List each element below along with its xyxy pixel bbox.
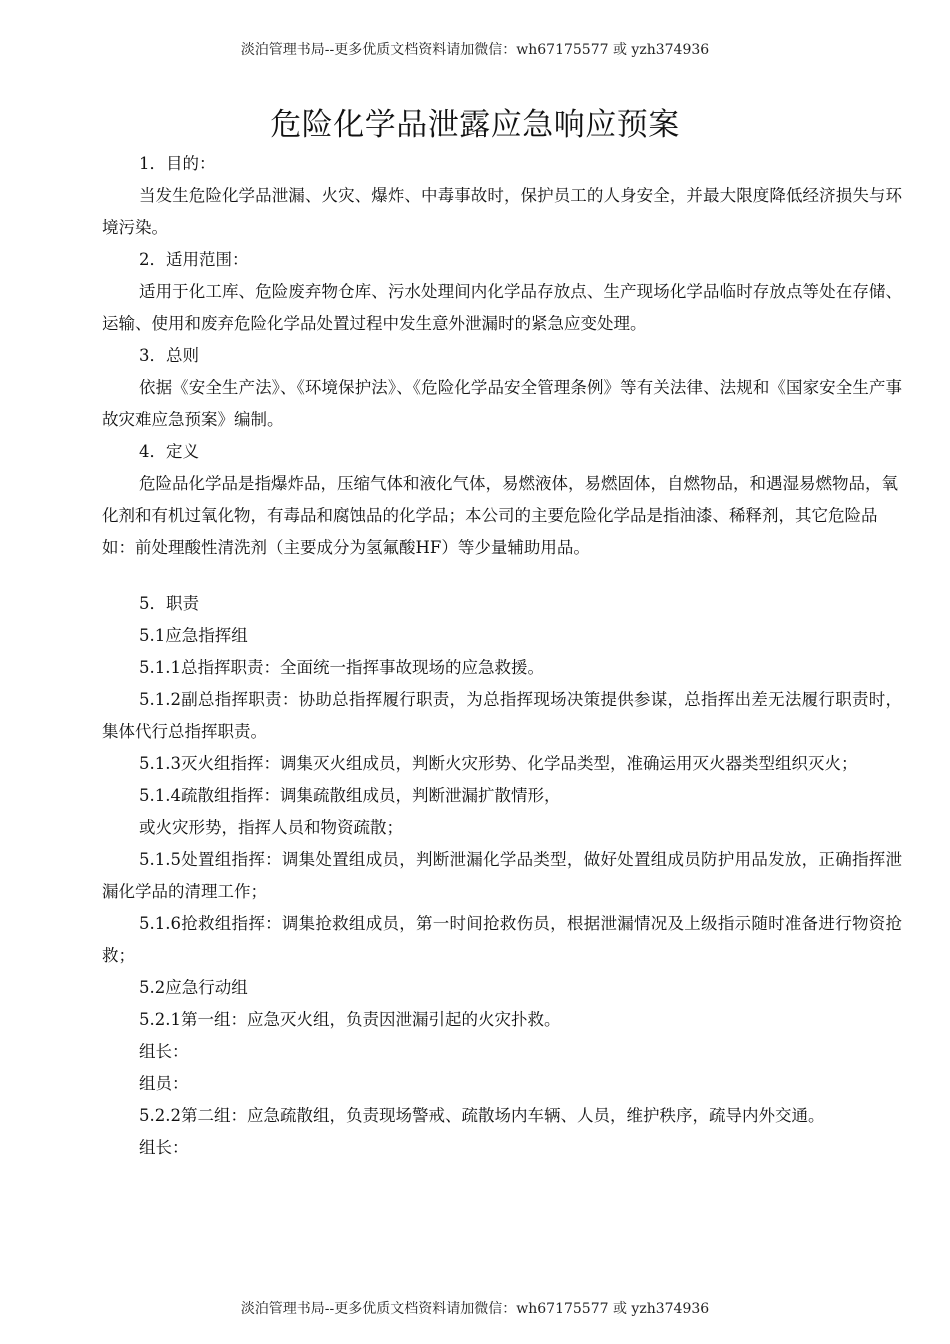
paragraph-5-1-2: 5.1.2副总指挥职责：协助总指挥履行职责，为总指挥现场决策提供参谋，总指挥出差无法履行职责时，集体代行总指挥职责。 xyxy=(102,690,902,741)
document-title: 危险化学品泄露应急响应预案 xyxy=(270,107,680,143)
page-footer: 淡泊管理书局--更多优质文档资料请加微信：wh67175577 或 yzh374936 xyxy=(240,1301,710,1317)
subsection-action-group: 5.2应急行动组 xyxy=(139,978,248,997)
section-heading-duties: 5．职责 xyxy=(139,594,199,613)
group-leader-label-2: 组长： xyxy=(139,1138,189,1157)
group-member-label: 组员： xyxy=(139,1074,189,1093)
paragraph-5-1-1: 5.1.1总指挥职责：全面统一指挥事故现场的应急救援。 xyxy=(139,658,544,677)
paragraph-5-1-5: 5.1.5处置组指挥：调集处置组成员，判断泄漏化学品类型，做好处置组成员防护用品发放，正确指挥泄漏化学品的清理工作； xyxy=(102,850,902,901)
paragraph-definition: 危险品化学品是指爆炸品，压缩气体和液化气体，易燃液体，易燃固体，自燃物品，和遇湿易燃物品，氧化剂和有机过氧化物，有毒品和腐蚀品的化学品；本公司的主要危险化学品是指油漆、稀释剂，其它危险品如：前处理酸性清洗剂（主要成分为氢氟酸HF）等少量辅助用品。 xyxy=(102,474,898,557)
paragraph-scope: 适用于化工库、危险废弃物仓库、污水处理间内化学品存放点、生产现场化学品临时存放点等处在存储、运输、使用和废弃危险化学品处置过程中发生意外泄漏时的紧急应变处理。 xyxy=(102,282,902,333)
section-heading-definition: 4．定义 xyxy=(139,442,199,461)
section-heading-purpose: 1．目的： xyxy=(139,154,216,173)
document-body xyxy=(102,148,902,1164)
subsection-command-group: 5.1应急指挥组 xyxy=(139,626,248,645)
group-leader-label: 组长： xyxy=(139,1042,189,1061)
paragraph-5-2-1: 5.2.1第一组：应急灭火组，负责因泄漏引起的火灾扑救。 xyxy=(139,1010,561,1029)
paragraph-general: 依据《安全生产法》、《环境保护法》、《危险化学品安全管理条例》等有关法律、法规和《国家安全生产事故灾难应急预案》编制。 xyxy=(102,378,902,429)
paragraph-5-1-4-cont: 或火灾形势，指挥人员和物资疏散； xyxy=(139,818,403,837)
blank-line xyxy=(102,564,902,588)
paragraph-purpose: 当发生危险化学品泄漏、火灾、爆炸、中毒事故时，保护员工的人身安全，并最大限度降低经济损失与环境污染。 xyxy=(102,186,902,237)
paragraph-5-1-4: 5.1.4疏散组指挥：调集疏散组成员，判断泄漏扩散情形， xyxy=(139,786,561,805)
section-heading-scope: 2．适用范围： xyxy=(139,250,249,269)
section-heading-general: 3．总则 xyxy=(139,346,199,365)
paragraph-5-2-2: 5.2.2第二组：应急疏散组，负责现场警戒、疏散场内车辆、人员，维护秩序，疏导内外交通。 xyxy=(139,1106,825,1125)
paragraph-5-1-6: 5.1.6抢救组指挥：调集抢救组成员，第一时间抢救伤员，根据泄漏情况及上级指示随时准备进行物资抢救； xyxy=(102,914,902,965)
page-header: 淡泊管理书局--更多优质文档资料请加微信：wh67175577 或 yzh374936 xyxy=(240,42,710,58)
paragraph-5-1-3: 5.1.3灭火组指挥：调集灭火组成员，判断火灾形势、化学品类型，准确运用灭火器类型组织灭火； xyxy=(139,754,858,773)
